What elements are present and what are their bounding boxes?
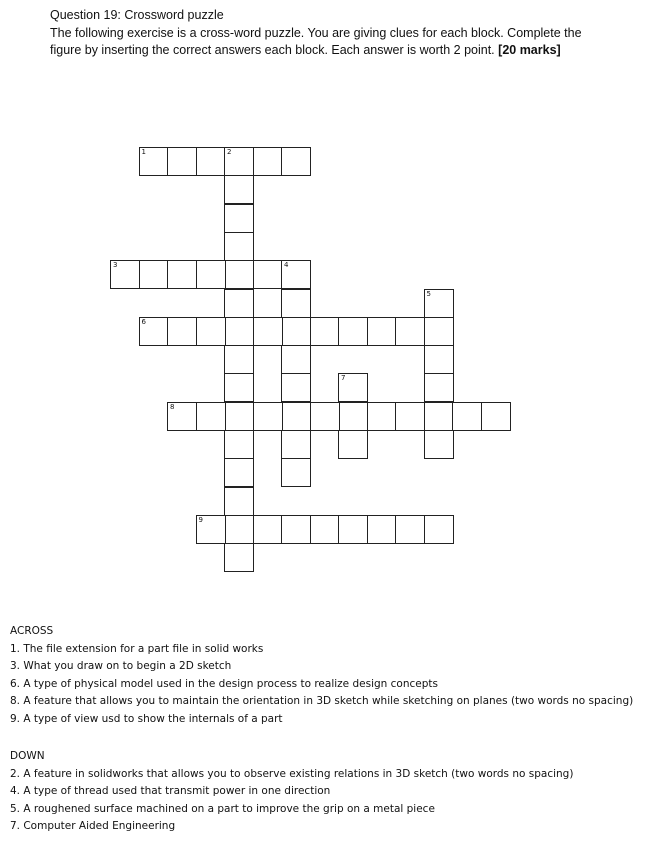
crossword-cell[interactable] <box>253 515 283 544</box>
instructions-text: figure by inserting the correct answers each block. Each answer is worth 2 point. <box>50 43 495 57</box>
crossword-cell[interactable] <box>224 175 254 204</box>
crossword-cell[interactable] <box>253 260 283 289</box>
across-clue-9: 9. A type of view usd to show the internals of a part <box>10 712 283 725</box>
crossword-cell[interactable] <box>167 317 197 346</box>
question-header <box>50 7 640 60</box>
crossword-cell[interactable] <box>424 430 454 459</box>
crossword-cell[interactable] <box>424 289 454 318</box>
crossword-cell[interactable] <box>224 232 254 261</box>
crossword-cell[interactable] <box>395 515 425 544</box>
crossword-cell[interactable] <box>424 515 454 544</box>
crossword-cell[interactable] <box>395 402 425 431</box>
down-title: DOWN <box>10 750 45 762</box>
crossword-cell[interactable] <box>281 317 311 346</box>
crossword-cell[interactable] <box>224 317 254 346</box>
crossword-cell[interactable] <box>224 289 254 318</box>
clue-number: 1 <box>141 148 146 156</box>
crossword-cell[interactable] <box>281 402 311 431</box>
clue-number: 6 <box>141 317 146 326</box>
instructions-line-2 <box>50 42 640 60</box>
crossword-cell[interactable] <box>367 402 397 431</box>
crossword-cell[interactable] <box>110 260 140 289</box>
crossword-cell[interactable] <box>310 515 340 544</box>
crossword-cell[interactable] <box>224 487 254 516</box>
crossword-cell[interactable] <box>196 147 226 176</box>
crossword-cell[interactable] <box>253 317 283 346</box>
crossword-cell[interactable] <box>281 260 311 289</box>
crossword-cell[interactable] <box>139 147 169 176</box>
crossword-cell[interactable] <box>338 515 368 544</box>
instructions-line-1: The following exercise is a cross-word puzzle. You are giving clues for each block. Complete the <box>50 25 582 40</box>
down-clues <box>10 748 640 836</box>
crossword-cell[interactable] <box>224 543 254 572</box>
crossword-cell[interactable] <box>424 317 454 346</box>
crossword-cell[interactable] <box>310 317 340 346</box>
crossword-cell[interactable] <box>139 260 169 289</box>
across-title: ACROSS <box>10 625 54 637</box>
crossword-cell[interactable] <box>281 458 311 487</box>
crossword-cell[interactable] <box>310 402 340 431</box>
crossword-cell[interactable] <box>281 373 311 402</box>
crossword-cell[interactable] <box>281 515 311 544</box>
crossword-cell[interactable] <box>424 402 454 431</box>
clue-number: 9 <box>198 515 203 524</box>
crossword-cell[interactable] <box>481 402 511 431</box>
crossword-cell[interactable] <box>424 345 454 374</box>
across-clue-1: 1. The file extension for a part file in solid works <box>10 642 264 655</box>
down-clue-7: 7. Computer Aided Engineering <box>10 820 176 832</box>
crossword-cell[interactable] <box>424 373 454 402</box>
crossword-cell[interactable] <box>281 345 311 374</box>
clue-number: 5 <box>426 289 431 298</box>
crossword-cell[interactable] <box>338 402 368 431</box>
crossword-cell[interactable] <box>367 515 397 544</box>
clue-number: 7 <box>341 374 346 383</box>
crossword-cell[interactable] <box>253 147 283 176</box>
across-clue-8: 8. A feature that allows you to maintain the orientation in 3D sketch while sketching on planes (two words no spacing) <box>10 695 634 707</box>
crossword-cell[interactable] <box>281 289 311 318</box>
marks-label: [20 marks] <box>498 43 561 57</box>
crossword-cell[interactable] <box>281 147 311 176</box>
crossword-cell[interactable] <box>139 317 169 346</box>
crossword-cell[interactable] <box>281 430 311 459</box>
crossword-cell[interactable] <box>224 204 254 233</box>
crossword-cell[interactable] <box>196 515 226 544</box>
question-title: Question 19: Crossword puzzle <box>50 8 224 22</box>
down-clue-2: 2. A feature in solidworks that allows you to observe existing relations in 3D sketch (two words no spacing) <box>10 767 574 780</box>
clue-number: 2 <box>227 148 232 156</box>
crossword-cell[interactable] <box>167 147 197 176</box>
down-clue-5: 5. A roughened surface machined on a part to improve the grip on a metal piece <box>10 802 435 815</box>
across-clue-6: 6. A type of physical model used in the design process to realize design concepts <box>10 677 438 690</box>
crossword-cell[interactable] <box>224 260 254 289</box>
crossword-cell[interactable] <box>196 260 226 289</box>
crossword-cell[interactable] <box>253 402 283 431</box>
clue-number: 8 <box>170 402 175 411</box>
crossword-cell[interactable] <box>196 402 226 431</box>
clue-number: 4 <box>284 261 289 270</box>
crossword-cell[interactable] <box>224 515 254 544</box>
crossword-cell[interactable] <box>395 317 425 346</box>
across-clues <box>10 623 640 728</box>
crossword-cell[interactable] <box>367 317 397 346</box>
crossword-cell[interactable] <box>224 458 254 487</box>
crossword-cell[interactable] <box>338 317 368 346</box>
across-clue-3: 3. What you draw on to begin a 2D sketch <box>10 660 232 672</box>
crossword-cell[interactable] <box>224 345 254 374</box>
crossword-cell[interactable] <box>452 402 482 431</box>
down-clue-4: 4. A type of thread used that transmit power in one direction <box>10 785 331 797</box>
crossword-cell[interactable] <box>338 373 368 402</box>
crossword-cell[interactable] <box>167 402 197 431</box>
crossword-cell[interactable] <box>167 260 197 289</box>
crossword-cell[interactable] <box>338 430 368 459</box>
crossword-cell[interactable] <box>196 317 226 346</box>
clue-number: 3 <box>113 261 118 270</box>
crossword-cell[interactable] <box>224 147 254 176</box>
crossword-cell[interactable] <box>224 373 254 402</box>
crossword-cell[interactable] <box>224 402 254 431</box>
crossword-cell[interactable] <box>224 430 254 459</box>
